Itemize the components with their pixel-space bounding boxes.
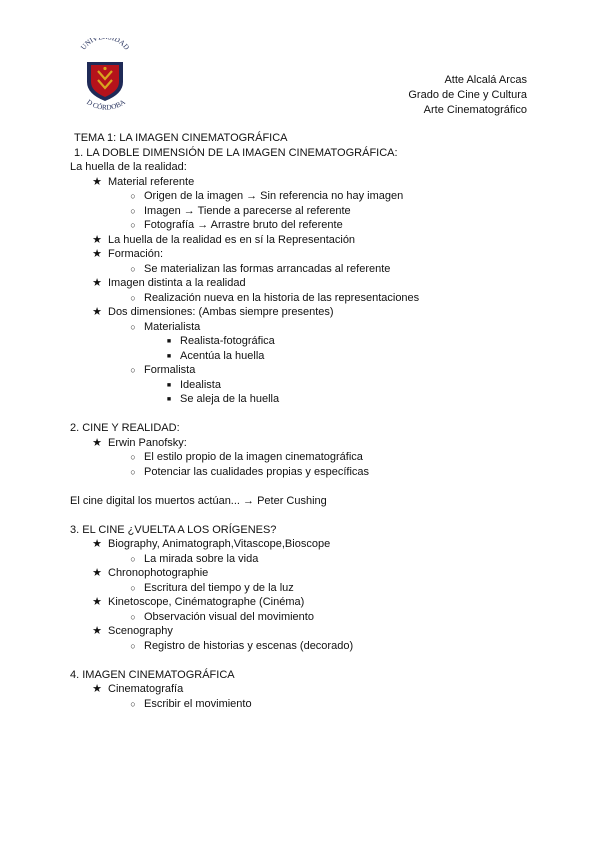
line-text: 2. CINE Y REALIDAD: (70, 422, 180, 434)
author-name: Atte Alcalá Arcas (444, 74, 527, 86)
line-text: Scenography (108, 625, 173, 637)
bullet-item (70, 595, 550, 610)
line-text: Acentúa la huella (180, 349, 265, 362)
line-text: Erwin Panofsky: (108, 436, 187, 449)
bullet-item (70, 566, 550, 581)
author-header (408, 73, 527, 118)
line-text: Cinematografía (108, 683, 184, 695)
circle-bullet-icon: ○ (130, 640, 136, 651)
star-bullet-icon: ★ (92, 248, 102, 260)
star-bullet-icon: ★ (92, 233, 102, 246)
circle-bullet-icon: ○ (130, 698, 136, 709)
line-text: Potenciar las cualidades propias y específicas (144, 465, 370, 478)
line-text: Dos dimensiones: (Ambas siempre presentes) (108, 306, 334, 318)
bullet-item (70, 291, 550, 306)
circle-bullet-icon: ○ (130, 263, 136, 274)
subject-name: Arte Cinematográfico (423, 104, 527, 116)
circle-bullet-icon: ○ (130, 321, 136, 332)
bullet-item (70, 624, 550, 639)
bullet-item (70, 552, 550, 567)
bullet-item (70, 204, 550, 219)
bullet-item (70, 349, 550, 364)
bullet-item (70, 334, 550, 349)
bullet-item (70, 610, 550, 625)
line-text: Materialista (144, 320, 201, 333)
bullet-item (70, 697, 550, 712)
line-text: Formalista (144, 364, 196, 376)
line-text: Material referente (108, 175, 195, 188)
line-text: 1. LA DOBLE DIMENSIÓN DE LA IMAGEN CINEMATOGRÁFICA: (74, 146, 398, 159)
line-text: Idealista (180, 378, 221, 391)
blank-line (70, 508, 550, 523)
bullet-item (70, 450, 550, 465)
line-text: El estilo propio de la imagen cinematográfica (144, 451, 363, 463)
circle-bullet-icon: ○ (130, 365, 136, 375)
bullet-item (70, 465, 550, 480)
line-text: Biography, Animatograph,Vitascope,Bioscope (108, 538, 331, 550)
circle-bullet-icon: ○ (130, 582, 136, 593)
line-text: TEMA 1: LA IMAGEN CINEMATOGRÁFICA (74, 132, 288, 144)
square-bullet-icon: ■ (166, 381, 172, 389)
degree-name: Grado de Cine y Cultura (408, 89, 527, 101)
line-text: Se materializan las formas arrancadas al referente (144, 262, 391, 275)
bullet-item (70, 218, 550, 233)
star-bullet-icon: ★ (92, 567, 102, 579)
bullet-item (70, 320, 550, 335)
star-bullet-icon: ★ (92, 538, 102, 550)
heading-line (70, 421, 550, 436)
line-text: Chronophotographie (108, 567, 209, 579)
star-bullet-icon: ★ (92, 625, 102, 637)
star-bullet-icon: ★ (92, 596, 102, 608)
blank-line (70, 407, 550, 422)
circle-bullet-icon: ○ (130, 205, 136, 216)
line-text: Observación visual del movimiento (144, 610, 314, 623)
line-text: Registro de historias y escenas (decorado) (144, 639, 354, 652)
circle-bullet-icon: ○ (130, 611, 136, 622)
bullet-item (70, 378, 550, 393)
line-text: Realización nueva en la historia de las representaciones (144, 291, 420, 304)
bullet-item (70, 436, 550, 451)
heading-line (70, 160, 550, 175)
square-bullet-icon: ■ (166, 396, 172, 403)
logo-top-text: UNIV IDAD (79, 38, 131, 52)
bullet-item (70, 682, 550, 697)
line-text: La huella de la realidad: (70, 161, 187, 173)
line-text: 3. EL CINE ¿VUELTA A LOS ORÍGENES? (70, 523, 277, 536)
heading-line (70, 523, 550, 538)
line-text: Imagen distinta a la realidad (108, 277, 246, 289)
line-text: La mirada sobre la vida (144, 552, 259, 565)
line-text: Formación: (108, 248, 164, 260)
star-bullet-icon: ★ (92, 277, 102, 289)
heading-line (70, 668, 550, 683)
bullet-item (70, 262, 550, 277)
line-text: Kinetoscope, Cinématographe (Cinéma) (108, 596, 305, 608)
bullet-item (70, 581, 550, 596)
line-text: 4. IMAGEN CINEMATOGRÁFICA (70, 668, 235, 681)
square-bullet-icon: ■ (166, 352, 172, 360)
circle-bullet-icon: ○ (130, 466, 136, 477)
bullet-item (70, 189, 550, 204)
star-bullet-icon: ★ (92, 683, 102, 695)
heading-line (70, 494, 550, 509)
logo-bottom-text: D CÓRDOBA (85, 98, 127, 112)
star-bullet-icon: ★ (92, 175, 102, 188)
bullet-item (70, 175, 550, 190)
bullet-item (70, 233, 550, 248)
circle-bullet-icon: ○ (130, 220, 136, 230)
blank-line (70, 653, 550, 668)
line-text: Escribir el movimiento (144, 697, 252, 710)
university-crest-icon (76, 38, 134, 116)
line-text: Escritura del tiempo y de la luz (144, 581, 294, 594)
circle-bullet-icon: ○ (130, 292, 136, 303)
line-text: Fotografía → Arrastre bruto del referente (144, 219, 343, 231)
circle-bullet-icon: ○ (130, 553, 136, 564)
bullet-item (70, 363, 550, 378)
star-bullet-icon: ★ (92, 306, 102, 318)
university-logo (76, 38, 134, 116)
line-text: Origen de la imagen → Sin referencia no hay imagen (144, 190, 404, 202)
line-text: La huella de la realidad es en sí la Representación (108, 233, 356, 246)
bullet-item (70, 537, 550, 552)
heading-line (70, 131, 550, 146)
circle-bullet-icon: ○ (130, 452, 136, 462)
line-text: Realista-fotográfica (180, 335, 275, 347)
heading-line (70, 146, 550, 161)
line-text: Se aleja de la huella (180, 393, 280, 405)
circle-bullet-icon: ○ (130, 191, 136, 201)
bullet-item (70, 305, 550, 320)
bullet-item (70, 639, 550, 654)
bullet-item (70, 392, 550, 407)
bullet-item (70, 247, 550, 262)
square-bullet-icon: ■ (166, 338, 172, 345)
star-bullet-icon: ★ (92, 436, 102, 449)
bullet-item (70, 276, 550, 291)
line-text: Imagen → Tiende a parecerse al referente (144, 204, 351, 217)
line-text: El cine digital los muertos actúan... → Peter Cushing (70, 494, 327, 507)
blank-line (70, 479, 550, 494)
document-body (70, 131, 550, 711)
